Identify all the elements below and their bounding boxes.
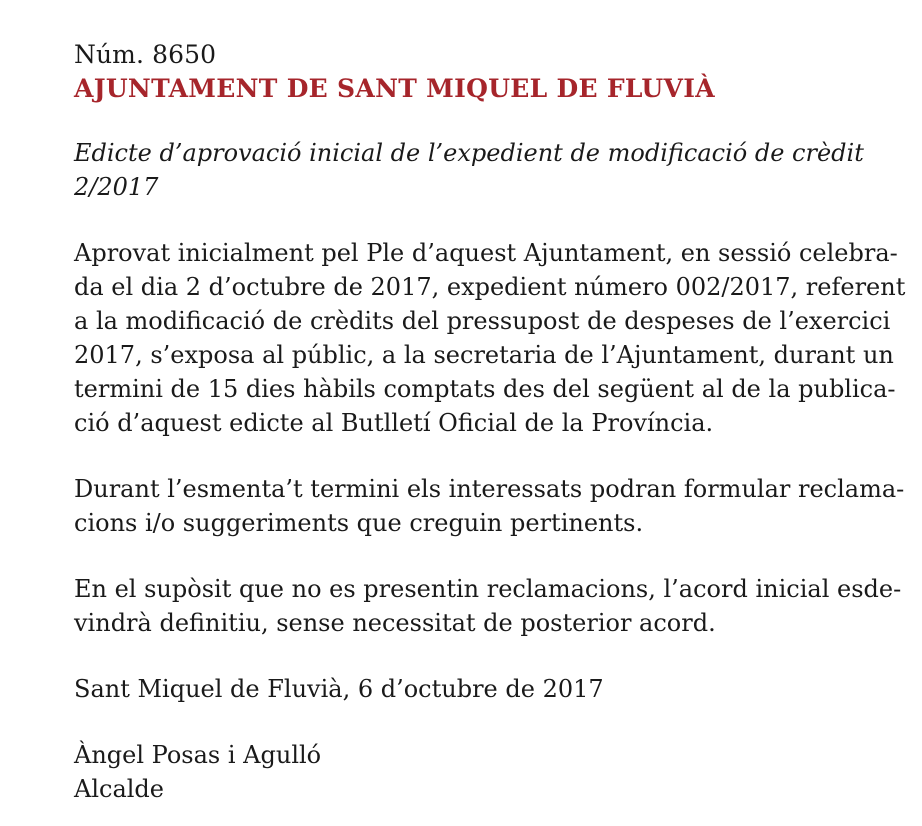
paragraph-line: termini de 15 dies hàbils comptats des del següent al de la publica- (74, 375, 896, 403)
place-and-date: Sant Miquel de Fluvià, 6 d’octubre de 2017 (74, 675, 604, 703)
edict-title: Edicte d’aprovació inicial de l’expedient de modificació de crèdit 2/2017 (74, 139, 864, 201)
paragraph-line: cions i/o suggeriments que creguin pertinents. (74, 509, 644, 537)
document-page (74, 38, 906, 806)
paragraph-approval (74, 236, 906, 440)
paragraph-line: a la modificació de crèdits del pressupost de despeses de l’exercici (74, 307, 891, 335)
signer-role: Alcalde (74, 775, 164, 803)
organization-name: AJUNTAMENT DE SANT MIQUEL DE FLUVIÀ (74, 74, 715, 103)
paragraph-line: da el dia 2 d’octubre de 2017, expedient número 002/2017, referent (74, 273, 906, 301)
signer-name: Àngel Posas i Agulló (74, 741, 322, 769)
paragraph-definitive (74, 572, 902, 640)
paragraph-line: vindrà definitiu, sense necessitat de posterior acord. (74, 609, 716, 637)
paragraph-line: En el supòsit que no es presentin reclamacions, l’acord inicial esde- (74, 575, 902, 603)
paragraph-claims (74, 472, 905, 540)
announcement-number: Núm. 8650 (74, 40, 217, 69)
paragraph-line: Aprovat inicialment pel Ple d’aquest Ajuntament, en sessió celebra- (74, 239, 898, 267)
paragraph-line: Durant l’esmenta’t termini els interessats podran formular reclama- (74, 475, 905, 503)
paragraph-line: ció d’aquest edicte al Butlletí Oficial de la Província. (74, 409, 714, 437)
paragraph-line: 2017, s’exposa al públic, a la secretaria de l’Ajuntament, durant un (74, 341, 894, 369)
